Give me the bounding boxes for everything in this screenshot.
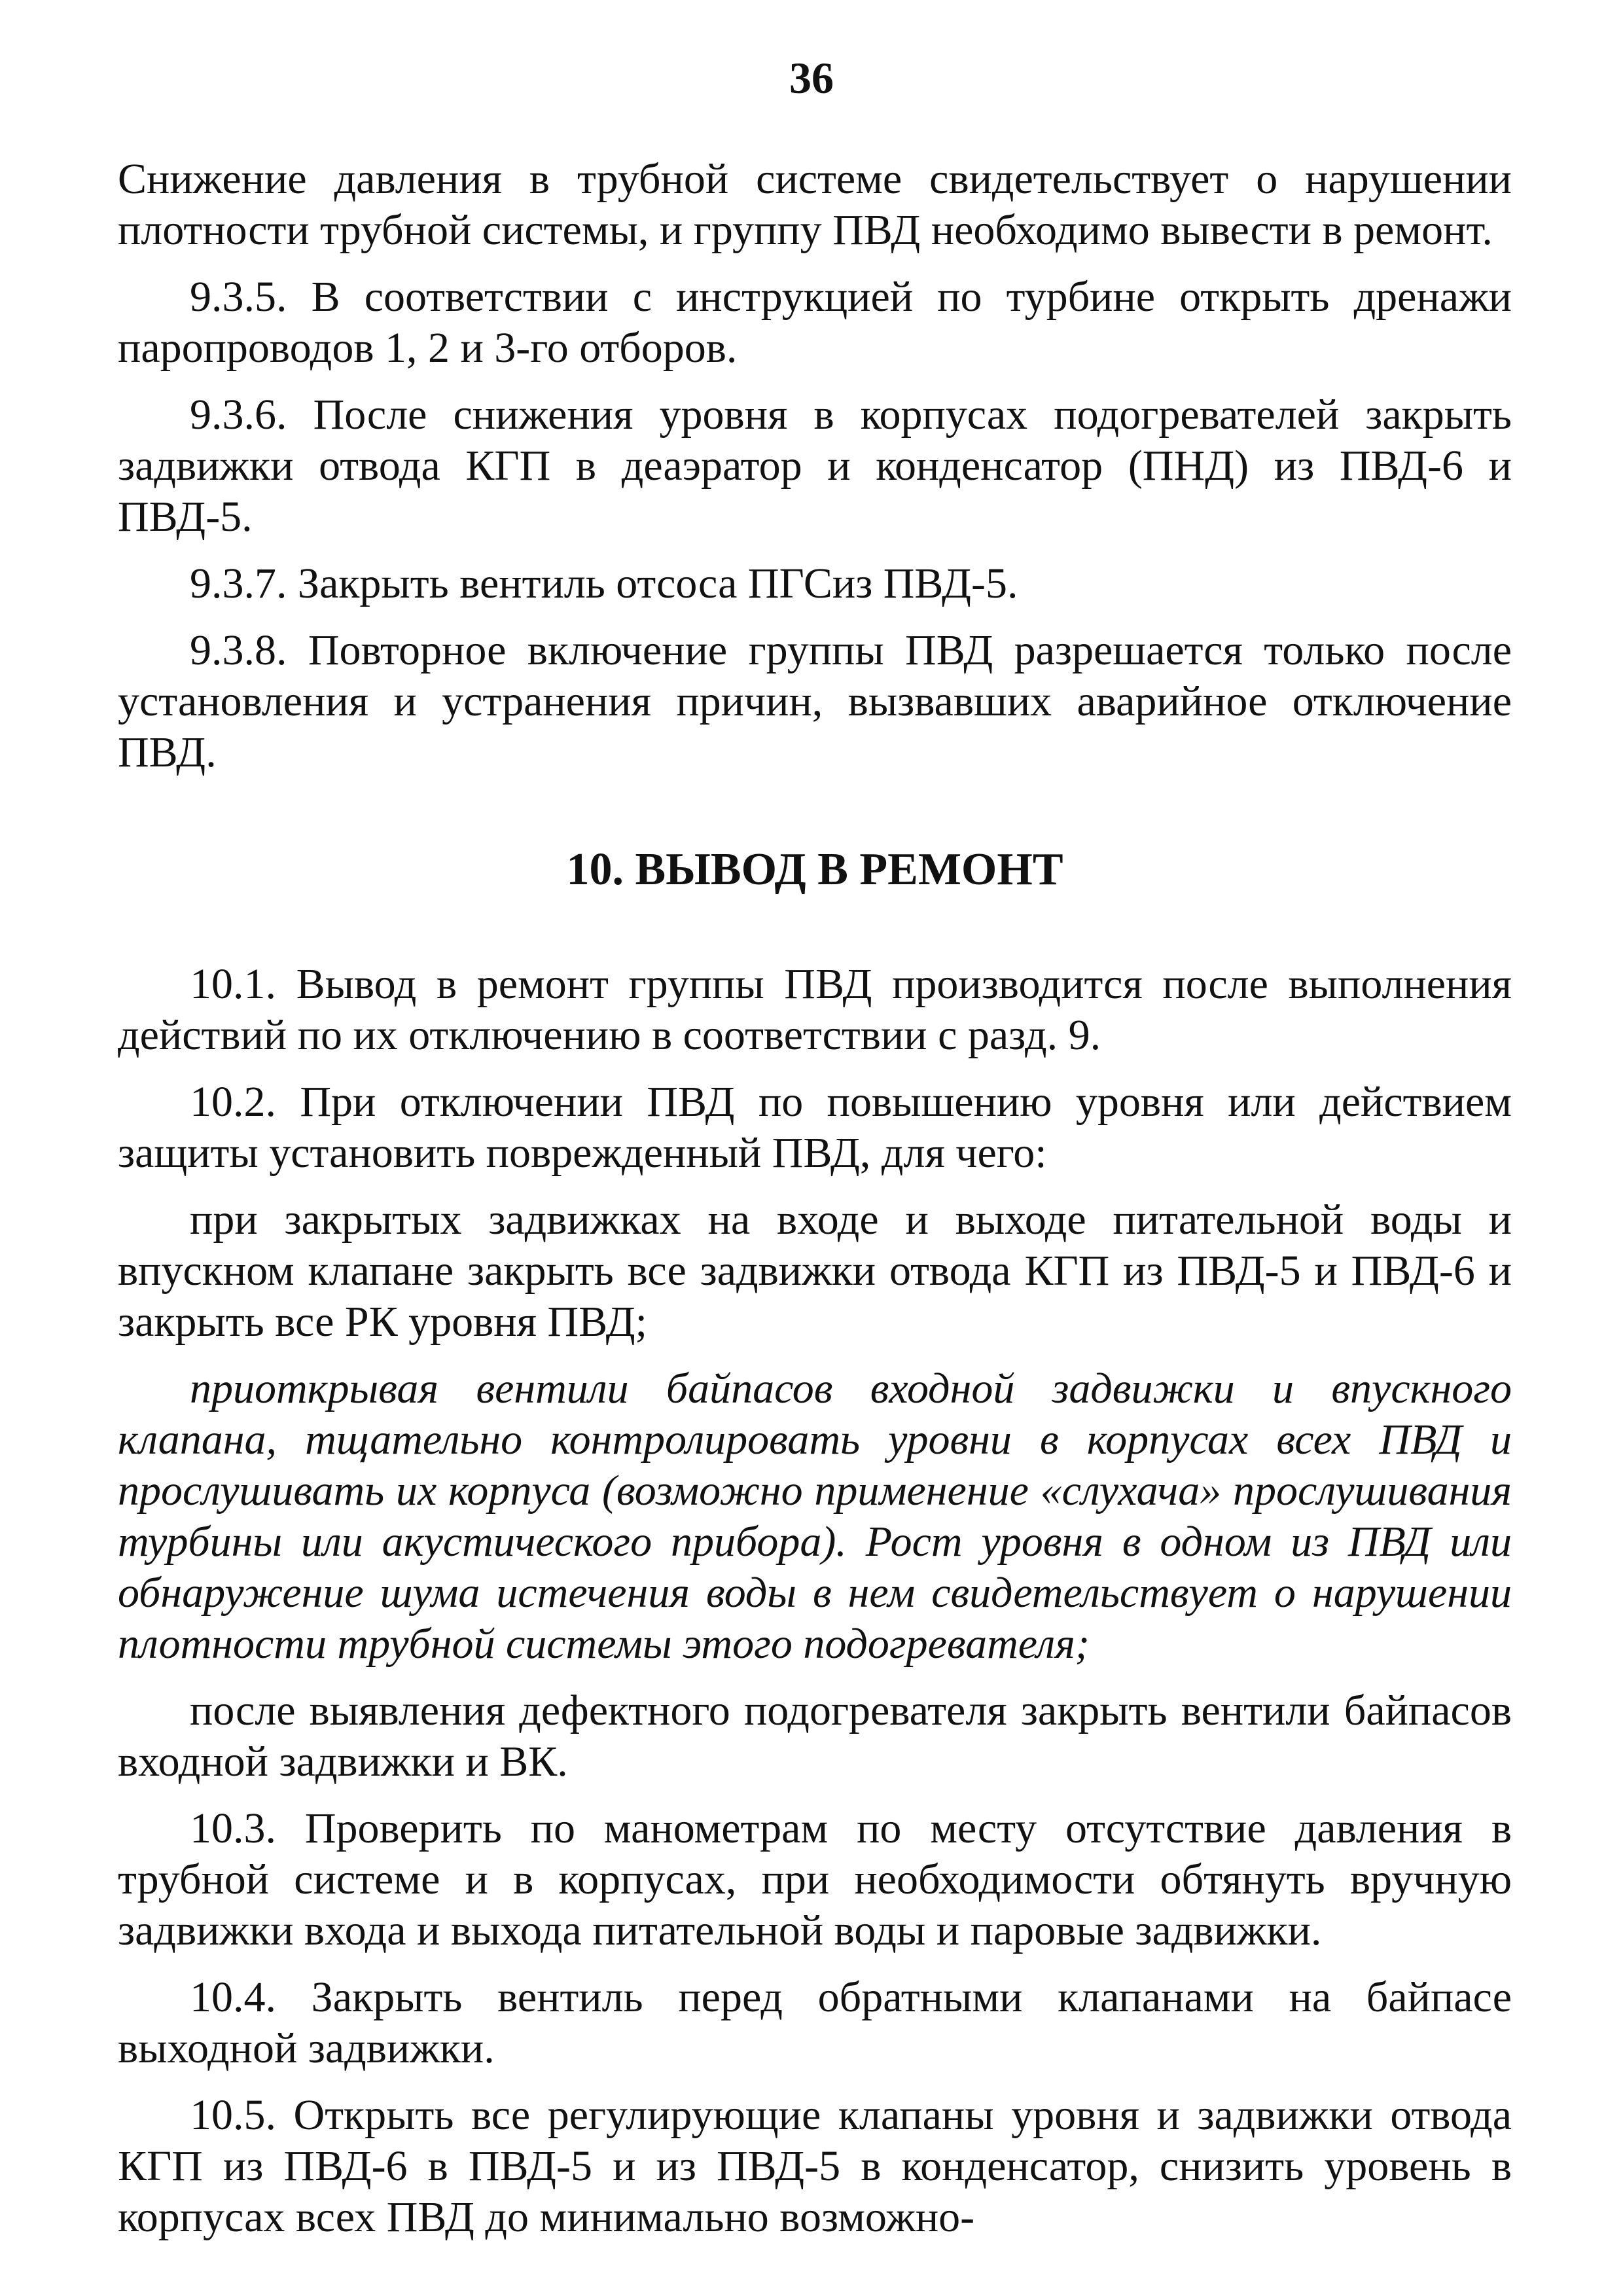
paragraph-10-4: 10.4. Закрыть вентиль перед обратными клапанами на байпасе выходной задвижки.: [118, 1973, 1512, 2072]
paragraph-10-2: 10.2. При отключении ПВД по повышению уровня или действием защиты установить поврежденный ПВД, для чего:: [118, 1078, 1512, 1177]
section-heading: 10. ВЫВОД В РЕМОНТ: [566, 844, 1063, 895]
paragraph-bypass-valves: приоткрывая вентили байпасов входной задвижки и впускного клапана, тщательно контролировать уровни в корпусах всех ПВД и прослушивать их корпуса (возможно применение «слухача» прослушивания турбины или акустического прибора). Рост уровня в одном из ПВД или обнаружение шума истечения воды в нем свидетельствует о нарушении плотности трубной системы этого подогревателя;: [118, 1365, 1512, 1668]
paragraph-10-5: 10.5. Открыть все регулирующие клапаны уровня и задвижки отвода КГП из ПВД-6 в ПВД-5 и из ПВД-5 в конденсатор, снизить уровень в корпусах всех ПВД до минимально возможно-: [118, 2091, 1512, 2241]
paragraph-10-3: 10.3. Проверить по манометрам по месту отсутствие давления в трубной системе и в корпусах, при необходимости обтянуть вручную задвижки входа и выхода питательной воды и паровые задвижки.: [118, 1804, 1512, 1954]
paragraph-9-3-5: 9.3.5. В соответствии с инструкцией по турбине открыть дренажи паропроводов 1, 2 и 3-го отборов.: [118, 273, 1512, 372]
paragraph-closed-valves: при закрытых задвижках на входе и выходе питательной воды и впускном клапане закрыть все задвижки отвода КГП из ПВД-5 и ПВД-6 и закрыть все РК уровня ПВД;: [118, 1196, 1512, 1346]
paragraph-9-3-6: 9.3.6. После снижения уровня в корпусах подогревателей закрыть задвижки отвода КГП в деаэратор и конденсатор (ПНД) из ПВД-6 и ПВД-5.: [118, 391, 1512, 541]
paragraph-9-3-8: 9.3.8. Повторное включение группы ПВД разрешается только после установления и устранения причин, вызвавших аварийное отключение ПВД.: [118, 626, 1512, 776]
page-number: 36: [789, 53, 834, 103]
paragraph-10-1: 10.1. Вывод в ремонт группы ПВД производится после выполнения действий по их отключению в соответствии с разд. 9.: [118, 960, 1512, 1059]
page-content: [118, 154, 1512, 2259]
paragraph-9-3-7: 9.3.7. Закрыть вентиль отсоса ПГСиз ПВД-5.: [190, 560, 1018, 607]
paragraph-pressure-drop: Снижение давления в трубной системе свидетельствует о нарушении плотности трубной системы, и группу ПВД необходимо вывести в ремонт.: [118, 155, 1512, 254]
paragraph-defective-heater: после выявления дефектного подогревателя закрыть вентили байпасов входной задвижки и ВК.: [118, 1687, 1512, 1785]
